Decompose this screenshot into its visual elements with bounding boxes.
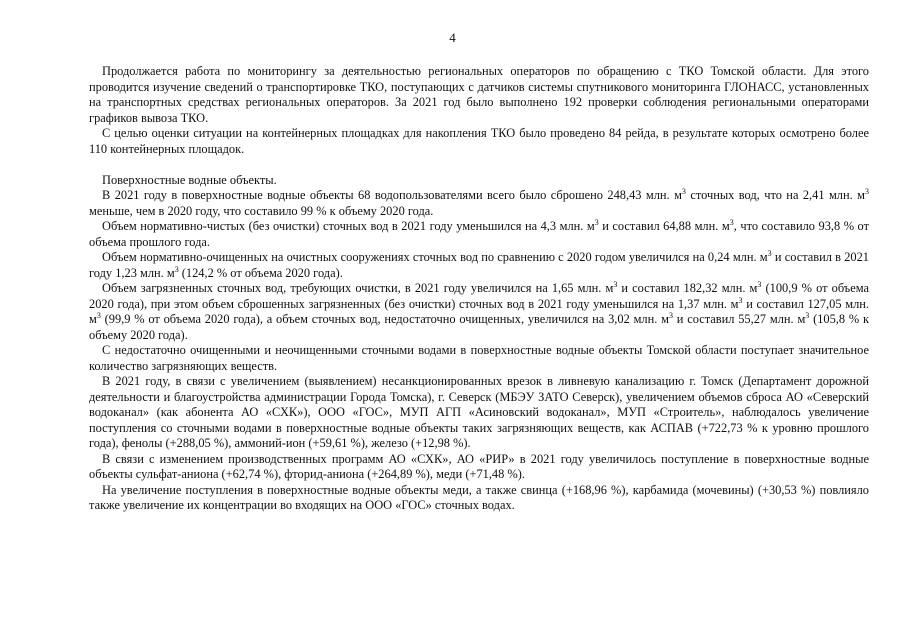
page-number: 4 [449,30,456,45]
superscript: 3 [96,310,101,320]
superscript: 3 [668,310,673,320]
paragraph-polluted-water [89,281,869,343]
text-segment: (99,9 % от объема 2020 года), а объем сточных вод, недостаточно очищенных, увеличился на 3,02 млн. м [100,312,669,326]
text-segment: и составил 55,27 млн. м [672,312,806,326]
text-segment: (105,8 % к объему 2020 года). [89,312,870,342]
superscript: 3 [174,264,179,274]
superscript: 3 [865,186,869,196]
text-segment: (100,9 % от объема 2020 года), при этом объем сброшенных загрязненных (без очистки) сточных вод в 2021 году уменьшился на 1,37 млн. м [89,281,869,311]
text-segment: и составил 64,88 млн. м [598,219,730,233]
paragraph-pollutants-increase: В 2021 году, в связи с увеличением (выявлением) несанкционированных врезок в ливневую канализацию г. Томск (Департамент дорожной деятельности и благоустройства администрации Города Томска), г. Северск (МБЭУ ЗАТО Северск), увеличением объемов сброса АО «Северский водоканал» (как абонента АО «СХК»), ООО «ГОС», МУП АГП «Асиновский водоканал», МУП «Строитель», наблюдалось увеличение поступления со сточными водами в поверхностные водные объекты таких загрязняющих веществ, как АСПАВ (+722,73 % к уровню прошлого года), фенолы (+288,05 %), аммоний-ион (+59,61 %), железо (+12,98 %). [89,374,869,450]
text-segment: и составил в 2021 году 1,23 млн. м [89,250,869,280]
paragraph-raids: С целью оценки ситуации на контейнерных площадках для накопления ТКО было проведено 84 рейда, в результате которых осмотрено более 110 контейнерных площадок. [89,126,869,156]
superscript: 3 [729,217,734,227]
section-heading: Поверхностные водные объекты. [102,172,277,187]
superscript: 3 [767,248,772,258]
paragraph-discharge-total [89,188,869,219]
text-segment: и составил 127,05 млн. м [89,296,869,326]
text-segment: меньше, чем в 2020 году, что составило 99 % к объему 2020 года. [89,203,434,218]
paragraph-production-programs: В связи с изменением производственных программ АО «СХК», АО «РИР» в 2021 году увеличилось поступление в поверхностные водные объекты сульфат-аниона (+62,74 %), фторид-аниона (+264,89 %), меди (+71,48 %). [89,451,869,481]
text-segment: Объем загрязненных сточных вод, требующих очистки, в 2021 году увеличился на 1,65 млн. м [102,281,614,295]
text-segment: В 2021 году в поверхностные водные объекты 68 водопользователями всего было сброшено 248,43 млн. м [102,188,682,202]
text-segment: сточных вод, что на 2,41 млн. м [685,188,865,202]
superscript: 3 [738,295,743,305]
paragraph-pollutants-intro: С недостаточно очищенными и неочищенными сточными водами в поверхностные водные объекты Томской области поступает значительное количество загрязняющих веществ. [89,343,869,373]
superscript: 3 [594,217,599,227]
text-segment: Объем нормативно-очищенных на очистных сооружениях сточных вод по сравнению с 2020 годом увеличился на 0,24 млн. м [102,250,768,264]
text-segment: Объем нормативно-чистых (без очистки) сточных вод в 2021 году уменьшился на 4,3 млн. м [102,219,595,233]
superscript: 3 [757,279,762,289]
superscript: 3 [681,186,686,196]
paragraph-clean-water [89,219,869,250]
superscript: 3 [805,310,810,320]
text-segment: и составил 182,32 млн. м [617,281,758,295]
superscript: 3 [613,279,618,289]
text-segment: , что составило 93,8 % от объема прошлого года. [89,219,869,249]
paragraph-treated-water [89,250,869,281]
paragraph-monitoring: Продолжается работа по мониторингу за деятельностью региональных операторов по обращению с ТКО Томской области. Для этого проводится изучение сведений о транспортировке ТКО, поступающих с датчиков системы спутникового мониторинга ГЛОНАСС, установленных на транспортных средствах региональных операторов. За 2021 год было выполнено 192 проверки соблюдения региональными операторами графиков вывоза ТКО. [89,64,869,125]
document-body [89,64,869,514]
text-segment: (124,2 % от объема 2020 года). [178,265,343,280]
paragraph-copper-lead: На увеличение поступления в поверхностные водные объекты меди, а также свинца (+168,96 %), карбамида (мочевины) (+30,53 %) повлияло также увеличение их концентрации во входящих на ООО «ГОС» сточных водах. [89,482,869,512]
